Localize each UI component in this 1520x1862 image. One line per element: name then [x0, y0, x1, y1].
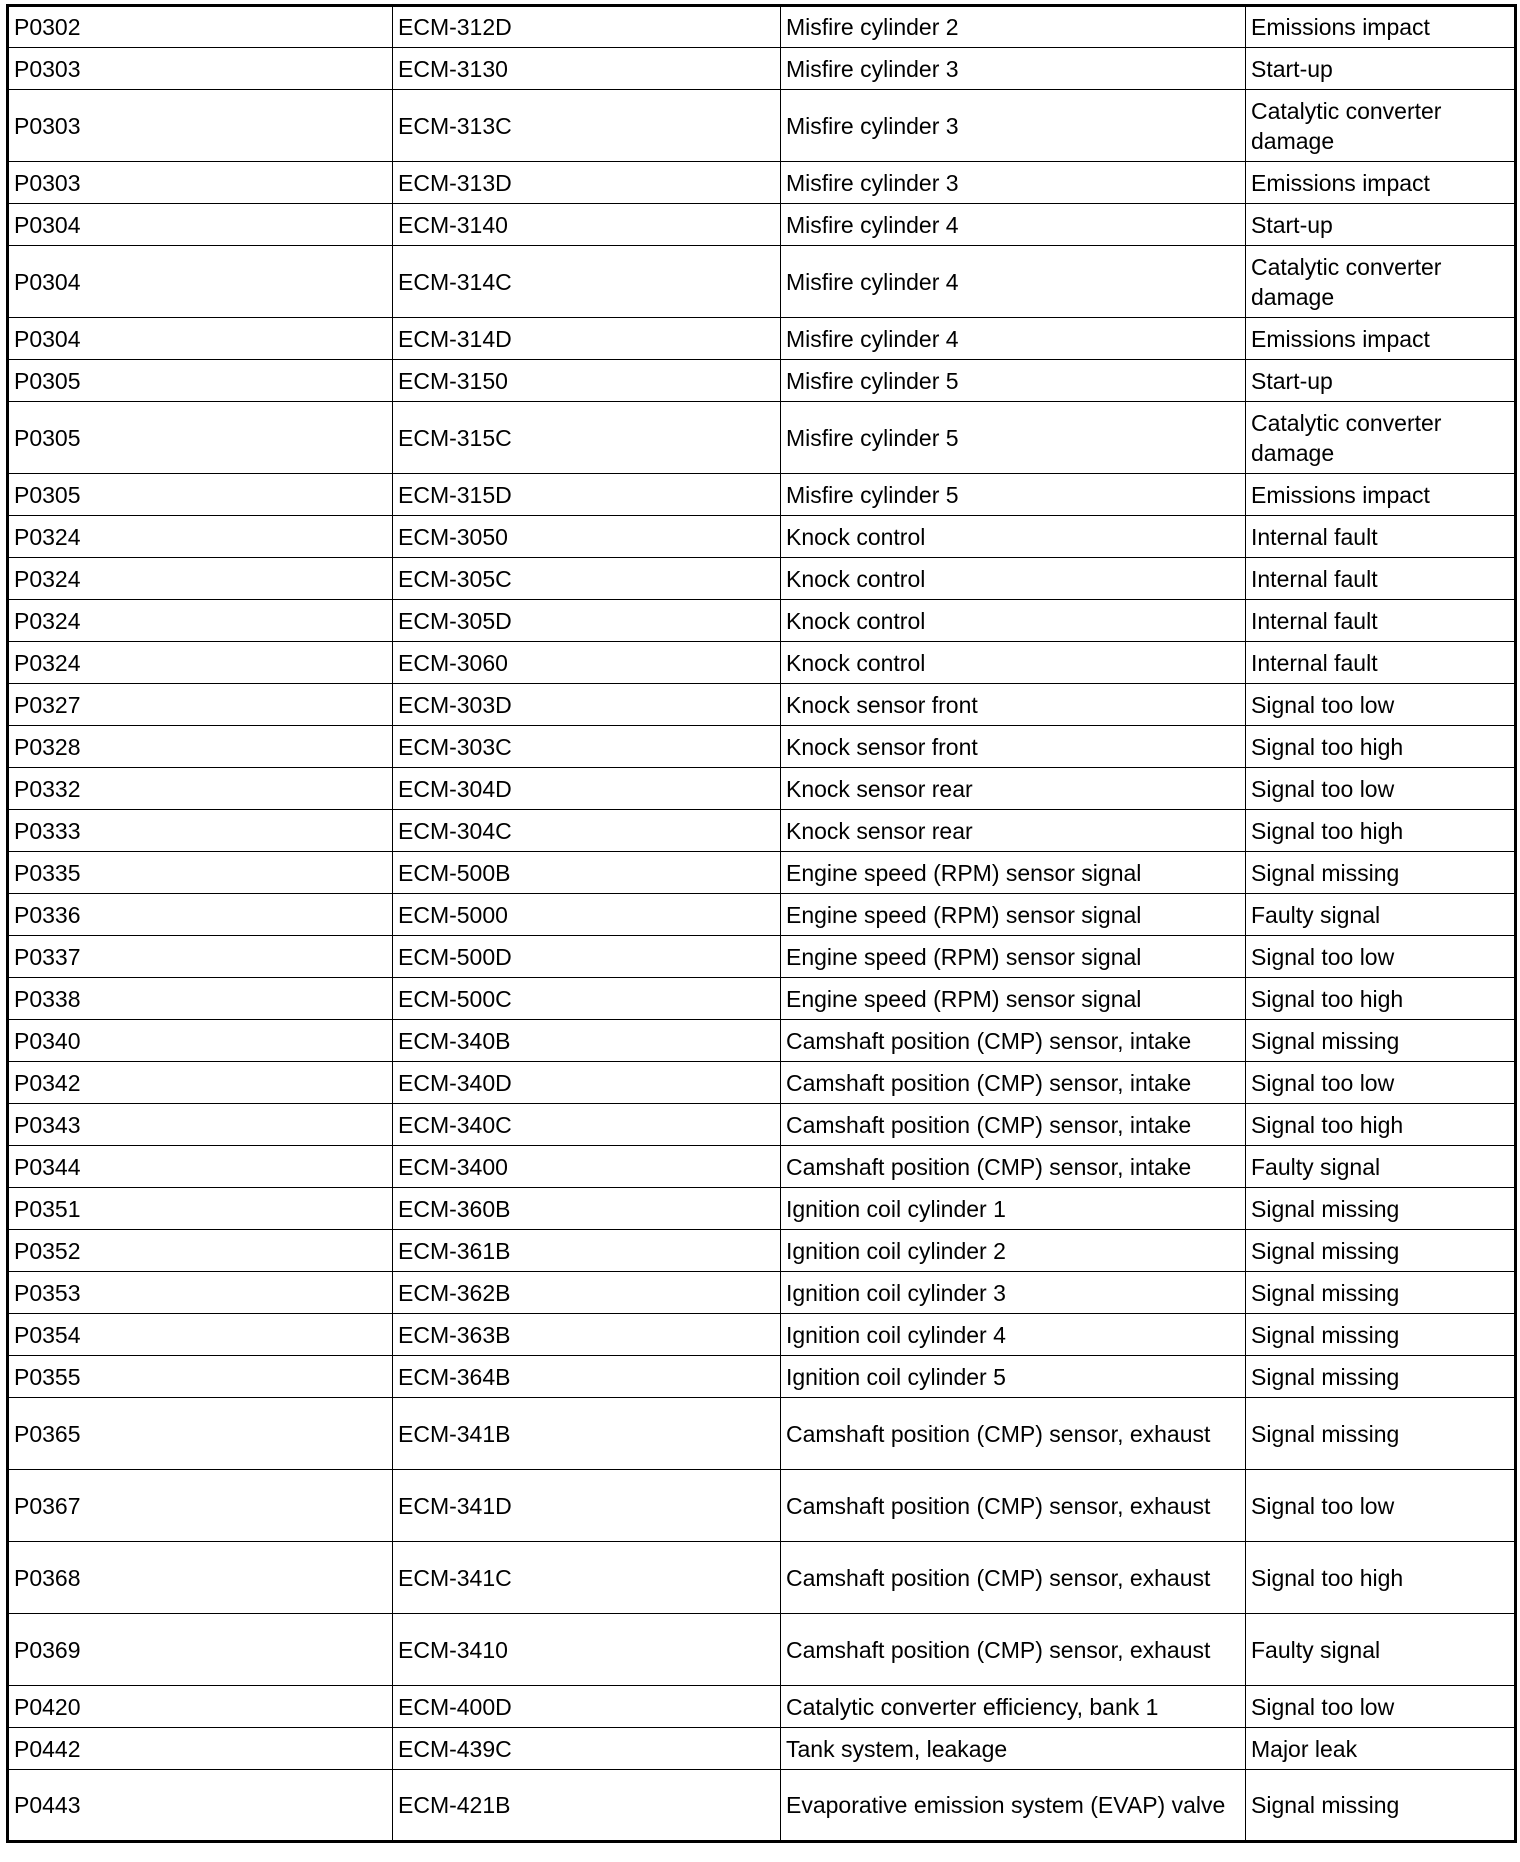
fault-type-cell: Signal too high: [1246, 1542, 1516, 1614]
table-row: [8, 516, 1516, 558]
fault-type-cell: Signal too low: [1246, 1062, 1516, 1104]
ecm-code-cell: ECM-303D: [393, 684, 781, 726]
fault-type-cell: Signal too high: [1246, 810, 1516, 852]
table-row: [8, 162, 1516, 204]
component-cell: Misfire cylinder 3: [781, 48, 1246, 90]
table-row: [8, 600, 1516, 642]
fault-type-cell: Internal fault: [1246, 516, 1516, 558]
fault-type-cell: Emissions impact: [1246, 318, 1516, 360]
component-cell: Engine speed (RPM) sensor signal: [781, 852, 1246, 894]
dtc-code-cell: P0338: [8, 978, 393, 1020]
dtc-code-cell: P0332: [8, 768, 393, 810]
dtc-code-cell: P0303: [8, 48, 393, 90]
table-row: [8, 558, 1516, 600]
table-row: [8, 978, 1516, 1020]
dtc-code-cell: P0336: [8, 894, 393, 936]
dtc-code-cell: P0335: [8, 852, 393, 894]
ecm-code-cell: ECM-315D: [393, 474, 781, 516]
ecm-code-cell: ECM-305C: [393, 558, 781, 600]
fault-type-cell: Signal missing: [1246, 1356, 1516, 1398]
table-row: [8, 642, 1516, 684]
table-row: [8, 852, 1516, 894]
table-row: [8, 684, 1516, 726]
component-cell: Catalytic converter efficiency, bank 1: [781, 1686, 1246, 1728]
dtc-code-cell: P0303: [8, 90, 393, 162]
ecm-code-cell: ECM-400D: [393, 1686, 781, 1728]
fault-type-cell: Internal fault: [1246, 600, 1516, 642]
component-cell: Knock sensor rear: [781, 810, 1246, 852]
ecm-code-cell: ECM-500B: [393, 852, 781, 894]
dtc-code-cell: P0324: [8, 516, 393, 558]
component-cell: Knock sensor front: [781, 684, 1246, 726]
ecm-code-cell: ECM-364B: [393, 1356, 781, 1398]
dtc-code-cell: P0302: [8, 6, 393, 48]
component-cell: Knock control: [781, 600, 1246, 642]
dtc-code-cell: P0420: [8, 1686, 393, 1728]
table-row: [8, 1614, 1516, 1686]
fault-type-cell: Signal too high: [1246, 726, 1516, 768]
ecm-code-cell: ECM-341B: [393, 1398, 781, 1470]
fault-type-cell: Signal too low: [1246, 684, 1516, 726]
fault-type-cell: Signal missing: [1246, 852, 1516, 894]
table-row: [8, 402, 1516, 474]
dtc-code-cell: P0351: [8, 1188, 393, 1230]
dtc-table: [6, 4, 1517, 1843]
ecm-code-cell: ECM-5000: [393, 894, 781, 936]
fault-type-cell: Signal missing: [1246, 1314, 1516, 1356]
table-row: [8, 1230, 1516, 1272]
dtc-code-cell: P0355: [8, 1356, 393, 1398]
dtc-code-cell: P0305: [8, 402, 393, 474]
component-cell: Knock control: [781, 516, 1246, 558]
fault-type-cell: Catalytic converter damage: [1246, 90, 1516, 162]
table-row: [8, 1728, 1516, 1770]
fault-type-cell: Signal missing: [1246, 1272, 1516, 1314]
component-cell: Camshaft position (CMP) sensor, exhaust: [781, 1542, 1246, 1614]
table-row: [8, 318, 1516, 360]
ecm-code-cell: ECM-500D: [393, 936, 781, 978]
dtc-code-cell: P0337: [8, 936, 393, 978]
component-cell: Ignition coil cylinder 5: [781, 1356, 1246, 1398]
fault-type-cell: Major leak: [1246, 1728, 1516, 1770]
fault-type-cell: Internal fault: [1246, 558, 1516, 600]
table-row: [8, 1062, 1516, 1104]
component-cell: Evaporative emission system (EVAP) valve: [781, 1770, 1246, 1842]
component-cell: Tank system, leakage: [781, 1728, 1246, 1770]
ecm-code-cell: ECM-500C: [393, 978, 781, 1020]
dtc-code-cell: P0304: [8, 246, 393, 318]
fault-type-cell: Catalytic converter damage: [1246, 246, 1516, 318]
ecm-code-cell: ECM-3130: [393, 48, 781, 90]
ecm-code-cell: ECM-314D: [393, 318, 781, 360]
ecm-code-cell: ECM-304C: [393, 810, 781, 852]
fault-type-cell: Emissions impact: [1246, 162, 1516, 204]
dtc-code-cell: P0324: [8, 642, 393, 684]
ecm-code-cell: ECM-313C: [393, 90, 781, 162]
table-row: [8, 474, 1516, 516]
dtc-code-cell: P0365: [8, 1398, 393, 1470]
fault-type-cell: Signal missing: [1246, 1188, 1516, 1230]
ecm-code-cell: ECM-3050: [393, 516, 781, 558]
component-cell: Misfire cylinder 3: [781, 162, 1246, 204]
dtc-code-cell: P0303: [8, 162, 393, 204]
ecm-code-cell: ECM-340C: [393, 1104, 781, 1146]
component-cell: Camshaft position (CMP) sensor, exhaust: [781, 1614, 1246, 1686]
dtc-code-cell: P0324: [8, 558, 393, 600]
table-row: [8, 1686, 1516, 1728]
table-row: [8, 246, 1516, 318]
ecm-code-cell: ECM-421B: [393, 1770, 781, 1842]
fault-type-cell: Signal too low: [1246, 1686, 1516, 1728]
component-cell: Knock control: [781, 642, 1246, 684]
table-row: [8, 48, 1516, 90]
dtc-code-cell: P0328: [8, 726, 393, 768]
table-row: [8, 1470, 1516, 1542]
component-cell: Camshaft position (CMP) sensor, intake: [781, 1062, 1246, 1104]
fault-type-cell: Start-up: [1246, 48, 1516, 90]
dtc-code-cell: P0353: [8, 1272, 393, 1314]
table-row: [8, 1770, 1516, 1842]
table-row: [8, 894, 1516, 936]
fault-type-cell: Signal too low: [1246, 936, 1516, 978]
table-row: [8, 1020, 1516, 1062]
dtc-code-cell: P0369: [8, 1614, 393, 1686]
dtc-code-cell: P0344: [8, 1146, 393, 1188]
component-cell: Camshaft position (CMP) sensor, exhaust: [781, 1470, 1246, 1542]
component-cell: Misfire cylinder 5: [781, 360, 1246, 402]
dtc-code-cell: P0304: [8, 204, 393, 246]
table-row: [8, 6, 1516, 48]
component-cell: Knock sensor rear: [781, 768, 1246, 810]
fault-type-cell: Faulty signal: [1246, 1146, 1516, 1188]
ecm-code-cell: ECM-361B: [393, 1230, 781, 1272]
component-cell: Misfire cylinder 3: [781, 90, 1246, 162]
table-row: [8, 1104, 1516, 1146]
component-cell: Engine speed (RPM) sensor signal: [781, 894, 1246, 936]
ecm-code-cell: ECM-3410: [393, 1614, 781, 1686]
ecm-code-cell: ECM-363B: [393, 1314, 781, 1356]
dtc-code-cell: P0343: [8, 1104, 393, 1146]
dtc-code-cell: P0442: [8, 1728, 393, 1770]
dtc-code-cell: P0305: [8, 474, 393, 516]
fault-type-cell: Signal too high: [1246, 1104, 1516, 1146]
fault-type-cell: Signal missing: [1246, 1770, 1516, 1842]
component-cell: Camshaft position (CMP) sensor, intake: [781, 1146, 1246, 1188]
table-row: [8, 1542, 1516, 1614]
ecm-code-cell: ECM-362B: [393, 1272, 781, 1314]
table-row: [8, 726, 1516, 768]
table-row: [8, 810, 1516, 852]
dtc-code-cell: P0352: [8, 1230, 393, 1272]
fault-type-cell: Emissions impact: [1246, 6, 1516, 48]
fault-type-cell: Catalytic converter damage: [1246, 402, 1516, 474]
dtc-code-cell: P0333: [8, 810, 393, 852]
table-row: [8, 768, 1516, 810]
ecm-code-cell: ECM-305D: [393, 600, 781, 642]
component-cell: Camshaft position (CMP) sensor, exhaust: [781, 1398, 1246, 1470]
table-row: [8, 1146, 1516, 1188]
fault-type-cell: Internal fault: [1246, 642, 1516, 684]
dtc-code-cell: P0305: [8, 360, 393, 402]
dtc-code-cell: P0340: [8, 1020, 393, 1062]
fault-type-cell: Signal missing: [1246, 1230, 1516, 1272]
table-row: [8, 204, 1516, 246]
table-row: [8, 1356, 1516, 1398]
ecm-code-cell: ECM-313D: [393, 162, 781, 204]
ecm-code-cell: ECM-3150: [393, 360, 781, 402]
dtc-code-cell: P0304: [8, 318, 393, 360]
component-cell: Ignition coil cylinder 3: [781, 1272, 1246, 1314]
ecm-code-cell: ECM-314C: [393, 246, 781, 318]
component-cell: Ignition coil cylinder 2: [781, 1230, 1246, 1272]
fault-type-cell: Signal too high: [1246, 978, 1516, 1020]
ecm-code-cell: ECM-303C: [393, 726, 781, 768]
table-row: [8, 360, 1516, 402]
fault-type-cell: Faulty signal: [1246, 1614, 1516, 1686]
fault-type-cell: Signal too low: [1246, 1470, 1516, 1542]
fault-type-cell: Emissions impact: [1246, 474, 1516, 516]
fault-type-cell: Signal missing: [1246, 1020, 1516, 1062]
component-cell: Misfire cylinder 5: [781, 402, 1246, 474]
table-row: [8, 1272, 1516, 1314]
component-cell: Misfire cylinder 4: [781, 204, 1246, 246]
table-row: [8, 1188, 1516, 1230]
ecm-code-cell: ECM-439C: [393, 1728, 781, 1770]
component-cell: Camshaft position (CMP) sensor, intake: [781, 1104, 1246, 1146]
ecm-code-cell: ECM-315C: [393, 402, 781, 474]
dtc-code-cell: P0342: [8, 1062, 393, 1104]
fault-type-cell: Start-up: [1246, 360, 1516, 402]
ecm-code-cell: ECM-341D: [393, 1470, 781, 1542]
component-cell: Camshaft position (CMP) sensor, intake: [781, 1020, 1246, 1062]
ecm-code-cell: ECM-341C: [393, 1542, 781, 1614]
component-cell: Misfire cylinder 4: [781, 246, 1246, 318]
component-cell: Ignition coil cylinder 4: [781, 1314, 1246, 1356]
component-cell: Misfire cylinder 4: [781, 318, 1246, 360]
ecm-code-cell: ECM-360B: [393, 1188, 781, 1230]
dtc-code-cell: P0443: [8, 1770, 393, 1842]
ecm-code-cell: ECM-304D: [393, 768, 781, 810]
table-row: [8, 936, 1516, 978]
dtc-code-cell: P0367: [8, 1470, 393, 1542]
ecm-code-cell: ECM-340D: [393, 1062, 781, 1104]
fault-type-cell: Signal too low: [1246, 768, 1516, 810]
dtc-code-cell: P0354: [8, 1314, 393, 1356]
component-cell: Misfire cylinder 5: [781, 474, 1246, 516]
ecm-code-cell: ECM-3140: [393, 204, 781, 246]
component-cell: Engine speed (RPM) sensor signal: [781, 936, 1246, 978]
ecm-code-cell: ECM-340B: [393, 1020, 781, 1062]
fault-type-cell: Signal missing: [1246, 1398, 1516, 1470]
dtc-code-cell: P0327: [8, 684, 393, 726]
component-cell: Misfire cylinder 2: [781, 6, 1246, 48]
component-cell: Ignition coil cylinder 1: [781, 1188, 1246, 1230]
ecm-code-cell: ECM-3060: [393, 642, 781, 684]
dtc-table-body: [8, 6, 1516, 1842]
table-row: [8, 1398, 1516, 1470]
component-cell: Knock sensor front: [781, 726, 1246, 768]
table-row: [8, 90, 1516, 162]
dtc-code-cell: P0368: [8, 1542, 393, 1614]
fault-type-cell: Faulty signal: [1246, 894, 1516, 936]
table-row: [8, 1314, 1516, 1356]
ecm-code-cell: ECM-3400: [393, 1146, 781, 1188]
fault-type-cell: Start-up: [1246, 204, 1516, 246]
component-cell: Knock control: [781, 558, 1246, 600]
component-cell: Engine speed (RPM) sensor signal: [781, 978, 1246, 1020]
dtc-code-cell: P0324: [8, 600, 393, 642]
ecm-code-cell: ECM-312D: [393, 6, 781, 48]
